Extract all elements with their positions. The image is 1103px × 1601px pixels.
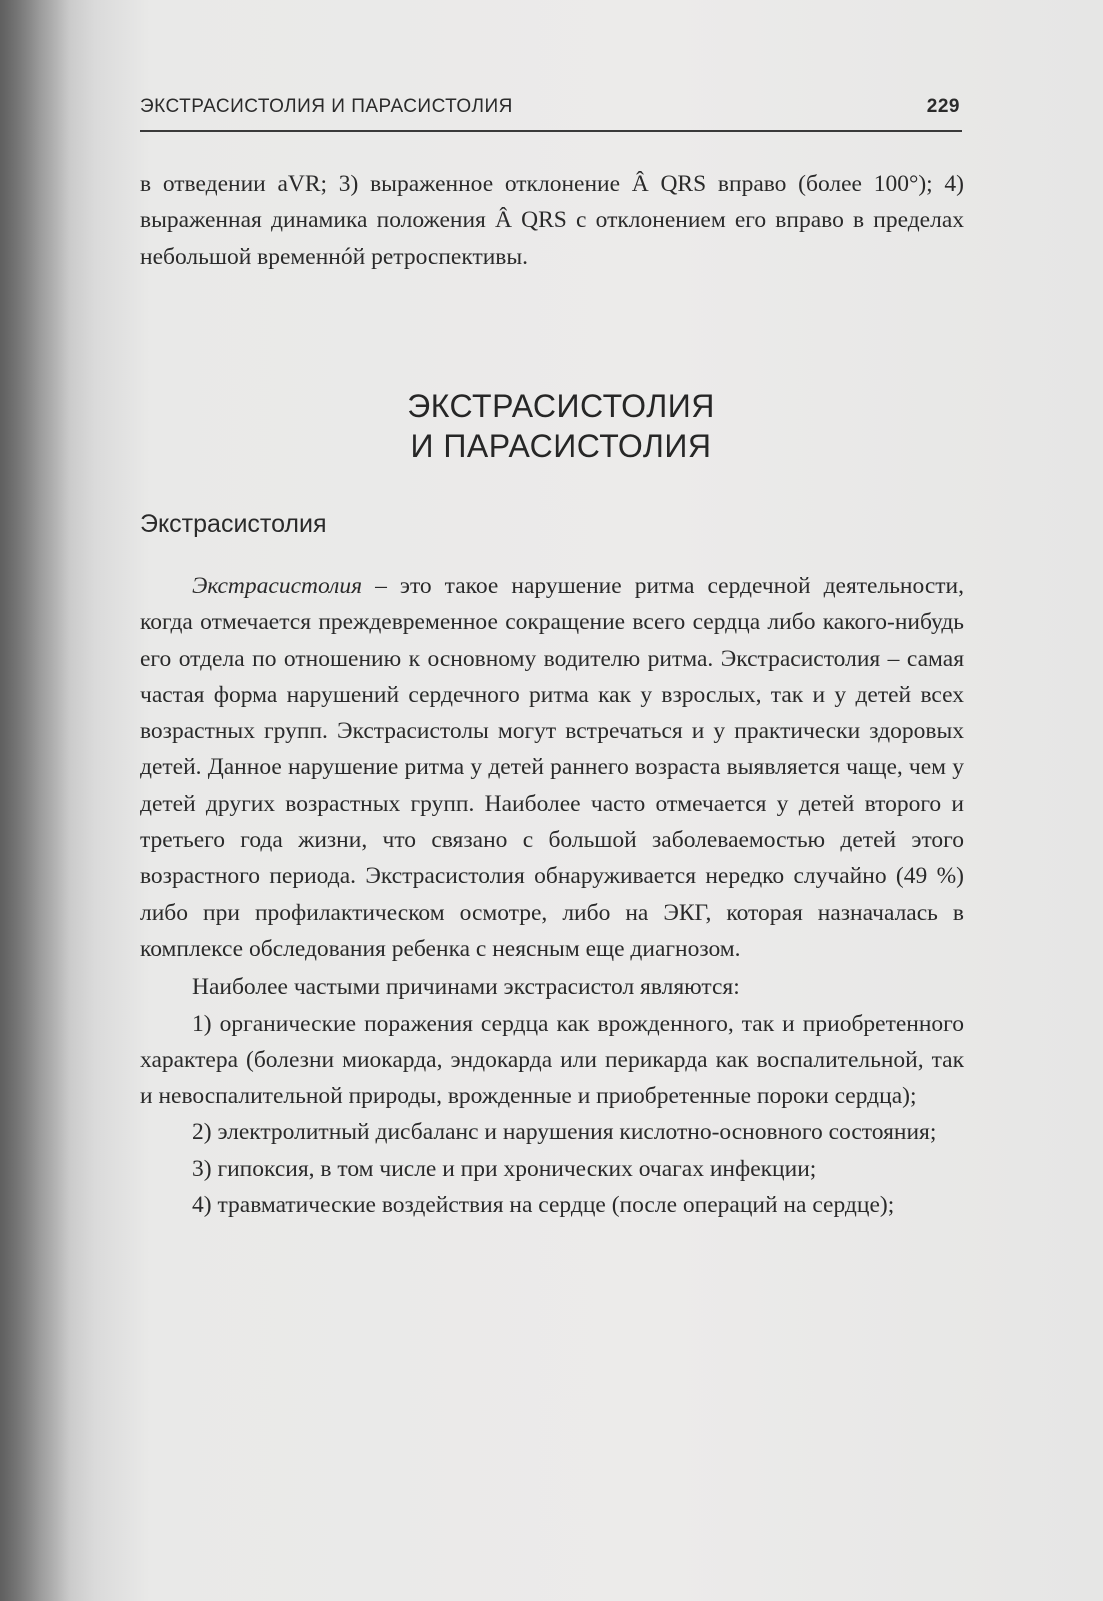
causes-intro: Наиболее частыми причинами экстрасистол являются: [192, 974, 740, 1001]
definition-term: Экстрасистолия [192, 573, 363, 599]
body-text [140, 568, 964, 1223]
chapter-title [140, 386, 962, 466]
chapter-title-line-2: И ПАРАСИСТОЛИЯ [410, 428, 712, 464]
running-title: ЭКСТРАСИСТОЛИЯ И ПАРАСИСТОЛИЯ [140, 96, 513, 117]
cause-item-3: 3) гипоксия, в том числе и при хронических очагах инфекции; [192, 1155, 817, 1182]
definition-paragraph [140, 568, 964, 967]
intro-paragraph-block [140, 166, 964, 275]
cause-item-2: 2) электролитный дисбаланс и нарушения кислотно-основного состояния; [192, 1119, 937, 1146]
page-number: 229 [926, 96, 960, 117]
definition-text: – это такое нарушение ритма сердечной деятельности, когда отмечается преждевременное сокращение всего сердца либо какого-нибудь его отдела по отношению к основному водителю ритма. Экстрасистолия – самая частая форма нарушений сердечного ритма как у взрослых, так и у детей всех возрастных групп. Экстрасистолы могут встречаться и у практически здоровых детей. Данное нарушение ритма у детей раннего возраста выявляется чаще, чем у детей других возрастных групп. Наиболее часто отмечается у детей второго и третьего года жизни, что связано с большой заболеваемостью детей этого возрастного периода. Экстрасистолия обнаруживается нередко случайно (49 %) либо при профилактическом осмотре, либо на ЭКГ, которая назначалась в комплексе обследования ребенка с неясным еще диагнозом. [140, 573, 964, 962]
spine-shadow [0, 0, 70, 1601]
section-heading: Экстрасистолия [140, 510, 327, 538]
cause-item-1: 1) органические поражения сердца как врожденного, так и приобретенного характера (болезни миокарда, эндокарда или перикарда как воспалительной, так и невоспалительной природы, врожденные и приобретенные пороки сердца); [140, 1010, 964, 1110]
intro-paragraph: в отведении aVR; 3) выраженное отклонение Â QRS вправо (более 100°); 4) выраженная динамика положения Â QRS с отклонением его вправо в пределах небольшой временнóй ретроспективы. [140, 171, 964, 270]
cause-item-4: 4) травматические воздействия на сердце (после операций на сердце); [192, 1192, 895, 1219]
chapter-title-line-1: ЭКСТРАСИСТОЛИЯ [407, 388, 715, 424]
running-head [140, 96, 962, 132]
